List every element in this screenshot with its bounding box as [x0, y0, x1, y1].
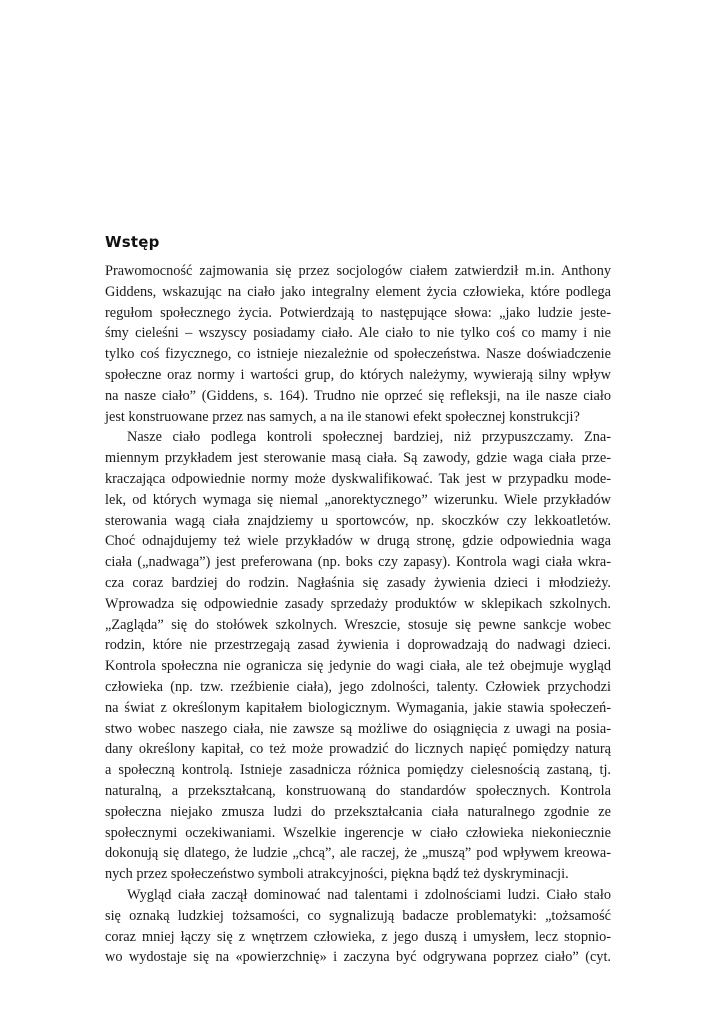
text-line: śmy cieleśni – wszyscy posiadamy ciało. Ale ciało to nie tylko coś co mamy i nie: [105, 325, 611, 342]
text-line: Prawomocność zajmowania się przez socjologów ciałem zatwierdził m.in. Anthony: [105, 263, 611, 279]
text-line: lek, od których wymaga się niemal „anorektycznego” wizerunku. Wiele przykładów: [105, 491, 611, 508]
text-line: Choć odnajdujemy też wiele przykładów w drugą stronę, gdzie odpowiednia waga: [105, 533, 611, 550]
text-line: się oznaką ludzkiej tożsamości, co sygnalizują badacze problematyki: „tożsamość: [105, 907, 611, 924]
text-line: Wprowadza się odpowiednie zasady sprzedaży produktów w sklepikach szkolnych.: [105, 595, 611, 612]
text-line: społeczna niejako zmusza ludzi do przekształcania ciała naturalnego zgodnie ze: [105, 803, 611, 820]
text-line: cza coraz bardziej do rodzin. Nagłaśnia się zasady żywienia dzieci i młodzieży.: [105, 574, 611, 591]
text-line: społecznymi oczekiwaniami. Wszelkie ingerencje w ciało człowieka niekoniecznie: [105, 824, 611, 841]
text-line: jest konstruowane przez nas samych, a na ile stanowi efekt społecznej konstrukcji?: [105, 408, 580, 425]
text-line: sterowania wagą ciała znajdziemy u sportowców, np. skoczków czy lekkoatletów.: [105, 512, 611, 529]
text-line: „Zagląda” się do stołówek szkolnych. Wreszcie, stosuje się pewne sankcje wobec: [105, 616, 611, 633]
section-heading: Wstęp: [105, 233, 160, 251]
text-line: Wygląd ciała zaczął dominować nad talentami i zdolnościami ludzi. Ciało stało: [127, 886, 611, 903]
text-line: człowieka (np. tzw. rzeźbienie ciała), jego zdolności, talenty. Człowiek przychodzi: [105, 678, 611, 695]
text-line: regułom społecznego życia. Potwierdzają to następujące słowa: „jako ludzie jeste-: [105, 304, 611, 321]
text-line: ciała („nadwaga”) jest preferowana (np. boks czy zapasy). Kontrola wagi ciała wkra-: [105, 554, 611, 571]
text-line: wo wydostaje się na «powierzchnię» i zaczyna być odgrywana poprzez ciało” (cyt.: [105, 949, 611, 966]
text-line: Giddens, wskazując na ciało jako integralny element życia człowieka, które podlega: [105, 283, 611, 300]
text-line: społeczne oraz normy i wartości grup, do których należymy, wywierają silny wpływ: [105, 366, 611, 383]
text-line: na nasze ciało” (Giddens, s. 164). Trudno nie oprzeć się refleksji, na ile nasze ciało: [105, 387, 611, 404]
text-line: miennym przykładem jest sterowanie masą ciała. Są zawody, gdzie waga ciała prze-: [105, 450, 611, 467]
body-text: [105, 261, 611, 968]
text-line: rodzin, które nie przestrzegają zasad żywienia i doprowadzają do nadwagi dzieci.: [105, 637, 611, 654]
text-line: stwo wobec naszego ciała, nie zawsze są możliwe do osiągnięcia z uwagi na posia-: [105, 720, 611, 737]
text-line: kraczająca odpowiednie normy może dyskwalifikować. Tak jest w przypadku mode-: [105, 470, 611, 487]
text-line: Nasze ciało podlega kontroli społecznej bardziej, niż przypuszczamy. Zna-: [127, 429, 611, 446]
text-line: coraz mniej łączy się z wnętrzem człowieka, z jego duszą i umysłem, lecz stopnio-: [105, 928, 611, 945]
text-line: Kontrola społeczna nie ogranicza się jedynie do wagi ciała, ale też obejmuje wygląd: [105, 658, 611, 675]
text-line: na świat z określonym kapitałem biologicznym. Wymagania, jakie stawia społeczeń-: [105, 699, 611, 716]
text-line: nych przez społeczeństwo symboli atrakcyjności, piękna bądź też dyskryminacji.: [105, 866, 569, 883]
text-line: a społeczną kontrolą. Istnieje zasadnicza różnica pomiędzy cielesnością zastaną, tj.: [105, 762, 611, 779]
text-line: naturalną, a przekształcaną, konstruowaną do standardów społecznych. Kontrola: [105, 782, 611, 799]
text-line: dany określony kapitał, co też może prowadzić do licznych napięć pomiędzy naturą: [105, 741, 611, 758]
text-line: dokonują się dlatego, że ludzie „chcą”, ale raczej, że „muszą” pod wpływem kreowa-: [105, 845, 611, 862]
text-line: tylko coś fizycznego, co istnieje niezależnie od społeczeństwa. Nasze doświadczenie: [105, 346, 611, 363]
